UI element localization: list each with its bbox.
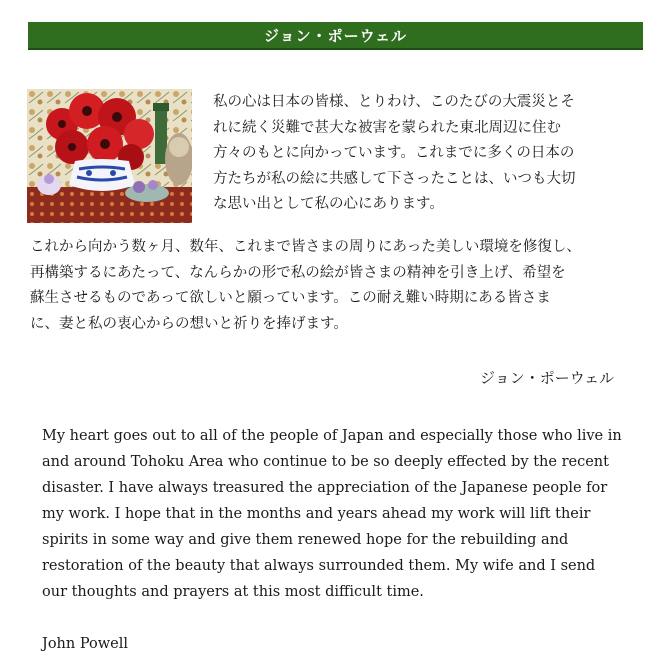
text-line: disaster. I have always treasured the appreciation of the Japanese people for xyxy=(42,480,608,496)
header-bar xyxy=(28,22,643,50)
text-line: 方々のもとに向かっています。これまでに多くの日本の xyxy=(213,145,575,161)
header-title: ジョン・ポーウェル xyxy=(263,26,408,45)
text-line: に、妻と私の衷心からの想いと祈りを捧げます。 xyxy=(30,315,348,332)
painting-image xyxy=(27,89,192,223)
japanese-signature: ジョン・ポーウェル xyxy=(480,369,615,387)
text-line: 方たちが私の絵に共感して下さったことは、いつも大切 xyxy=(213,170,576,187)
text-line: spirits in some way and give them renewed hope for the rebuilding and xyxy=(42,532,569,548)
text-line: 蘇生させるものであって欲しいと願っています。この耐え難い時期にある皆さま xyxy=(30,290,551,306)
text-line: My heart goes out to all of the people of Japan and especially those who live in xyxy=(42,428,622,444)
text-line: れに続く災難で甚大な被害を蒙られた東北周辺に住む xyxy=(213,119,561,136)
text-line: 再構築するにあたって、なんらかの形で私の絵が皆さまの精神を引き上げ、希望を xyxy=(30,264,566,281)
text-line: 私の心は日本の皆様、とりわけ、このたびの大震災とそ xyxy=(213,94,575,110)
still-life-painting-icon xyxy=(27,89,192,223)
text-line: restoration of the beauty that always surrounded them. My wife and I send xyxy=(42,558,596,574)
text-line: my work. I hope that in the months and years ahead my work will lift their xyxy=(42,506,591,522)
text-line: な思い出として私の心にあります。 xyxy=(213,196,444,212)
english-signature: John Powell xyxy=(42,636,128,652)
text-line: our thoughts and prayers at this most difficult time. xyxy=(42,584,424,600)
japanese-paragraph-1 xyxy=(213,90,633,218)
text-line: これから向かう数ヶ月、数年、これまで皆さまの周りにあった美しい環境を修復し、 xyxy=(30,239,581,255)
text-line: and around Tohoku Area who continue to be so deeply effected by the recent xyxy=(42,454,609,470)
japanese-paragraph-2 xyxy=(30,235,655,337)
english-paragraph xyxy=(42,423,662,605)
